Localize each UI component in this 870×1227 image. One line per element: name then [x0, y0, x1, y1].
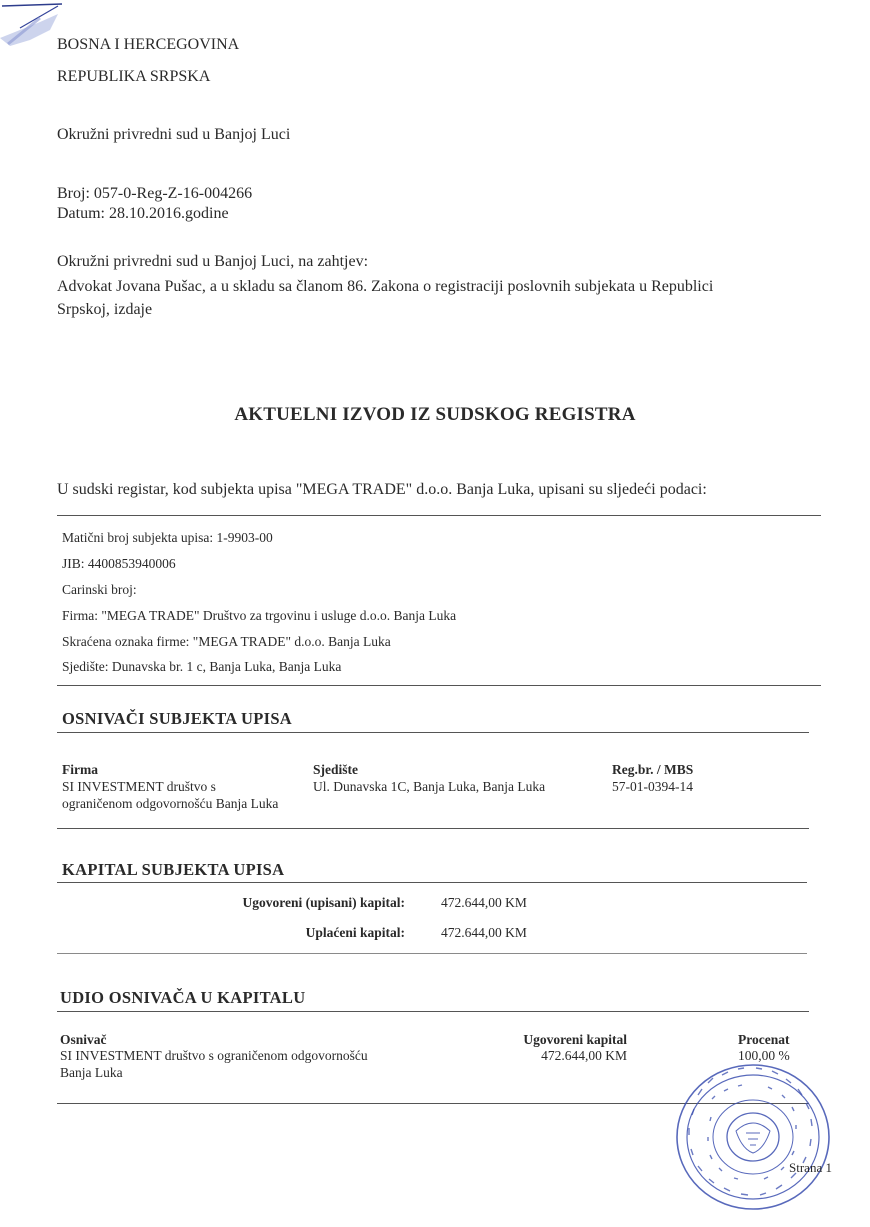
detail-skracena-oznaka: Skraćena oznaka firme: "MEGA TRADE" d.o.o. Banja Luka — [62, 634, 391, 649]
divider — [57, 732, 809, 733]
court-name: Okružni privredni sud u Banjoj Luci — [57, 126, 291, 143]
founder-firma-line-2: ograničenom odgovornošću Banja Luka — [62, 796, 279, 811]
share-capital-value: 472.644,00 KM — [541, 1048, 627, 1063]
document-title: AKTUELNI IZVOD IZ SUDSKOG REGISTRA — [234, 404, 636, 425]
paid-capital-label: Uplaćeni kapital: — [305, 925, 405, 940]
contracted-capital-label: Ugovoreni (upisani) kapital: — [242, 895, 405, 910]
court-seal-stamp — [668, 1055, 838, 1215]
detail-maticni-broj: Matični broj subjekta upisa: 1-9903-00 — [62, 530, 273, 545]
founder-firma-line-1: SI INVESTMENT društvo s — [62, 779, 216, 794]
page-number: Strana 1 — [789, 1160, 832, 1175]
intro-line-1: Okružni privredni sud u Banjoj Luci, na zahtjev: — [57, 253, 369, 270]
section-heading-founders: OSNIVAČI SUBJEKTA UPISA — [62, 709, 293, 728]
divider — [57, 685, 821, 686]
share-percentage: 100,00 % — [738, 1048, 790, 1063]
column-header-sjediste: Sjedište — [313, 762, 358, 777]
share-osnivac-line-2: Banja Luka — [60, 1065, 123, 1080]
lead-text: U sudski registar, kod subjekta upisa "MEGA TRADE" d.o.o. Banja Luka, upisani su sljedeći podaci: — [57, 481, 707, 498]
share-osnivac-line-1: SI INVESTMENT društvo s ograničenom odgovornošću — [60, 1048, 368, 1063]
column-header-reg: Reg.br. / MBS — [612, 762, 694, 777]
contracted-capital-value: 472.644,00 KM — [441, 895, 527, 910]
detail-carinski-broj: Carinski broj: — [62, 582, 137, 597]
intro-line-2: Advokat Jovana Pušac, a u skladu sa članom 86. Zakona o registraciji poslovnih subjekata u Republici — [57, 278, 714, 295]
divider — [57, 515, 821, 516]
divider — [57, 828, 809, 829]
detail-jib: JIB: 4400853940006 — [62, 556, 176, 571]
column-header-osnivac: Osnivač — [60, 1032, 107, 1047]
divider — [57, 882, 807, 883]
paid-capital-value: 472.644,00 KM — [441, 925, 527, 940]
divider — [57, 1011, 809, 1012]
founder-sjediste: Ul. Dunavska 1C, Banja Luka, Banja Luka — [313, 779, 546, 794]
detail-firma: Firma: "MEGA TRADE" Društvo za trgovinu i usluge d.o.o. Banja Luka — [62, 608, 457, 623]
detail-sjediste: Sjedište: Dunavska br. 1 c, Banja Luka, Banja Luka — [62, 659, 342, 674]
entity-name: REPUBLIKA SRPSKA — [57, 68, 211, 85]
case-number: Broj: 057-0-Reg-Z-16-004266 — [57, 185, 253, 202]
column-header-ugovoreni-kapital: Ugovoreni kapital — [523, 1032, 627, 1047]
issue-date: Datum: 28.10.2016.godine — [57, 205, 229, 222]
section-heading-capital: KAPITAL SUBJEKTA UPISA — [62, 860, 285, 879]
column-header-procenat: Procenat — [738, 1032, 790, 1047]
divider — [57, 953, 807, 954]
corner-stamp-mark — [0, 0, 64, 50]
country-name: BOSNA I HERCEGOVINA — [57, 36, 240, 53]
intro-line-3: Srpskoj, izdaje — [57, 301, 153, 318]
column-header-firma: Firma — [62, 762, 98, 777]
founder-reg-number: 57-01-0394-14 — [612, 779, 693, 794]
section-heading-share: UDIO OSNIVAČA U KAPITALU — [60, 988, 306, 1007]
